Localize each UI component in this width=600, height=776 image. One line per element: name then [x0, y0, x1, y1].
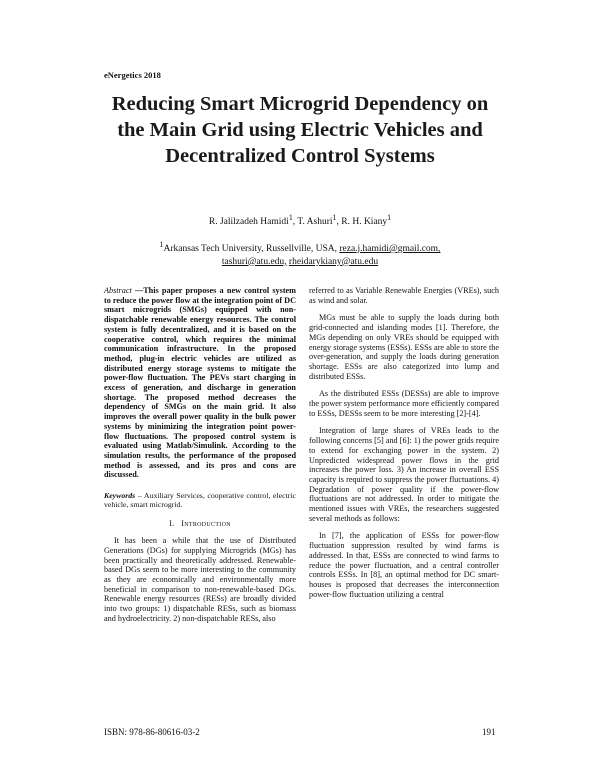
body-paragraph: As the distributed ESSs (DESSs) are able to improve the power system performance more efficiently compared to ESSs, DESSs seem to be more interesting [2]-[4].: [309, 389, 499, 418]
left-column: [104, 286, 296, 632]
author-name: R. H. Kiany: [341, 217, 388, 228]
body-paragraph: MGs must be able to supply the loads during both grid-connected and islanding modes [1]. Therefore, the MGs depending on only VREs should be equipped with energy storage systems (ESSs). ESSs are able to store the over-generation, and supply the loads during generation shortage. ESSs are also categorized into lump and distributed ESSs.: [309, 313, 499, 381]
author-affil-mark: 1: [288, 213, 293, 222]
keywords-label: Keywords: [104, 491, 136, 501]
email-link[interactable]: tashuri@atu.edu,: [221, 256, 287, 267]
section-number: I.: [169, 519, 175, 529]
abstract-text: —This paper proposes a new control system to reduce the power flow at the integration point of DC smart microgrids (SMGs) equipped with non-dispatchable renewable energy resources. The control system is fully decentralized, and it is based on the cooperative control, which requires the minimal communication infrastructure. In the proposed method, plug-in electric vehicles are utilized as distributed energy storage systems to mitigate the power-flow fluctuation. The PEVs start charging in excess of generation, and discharge in generation shortage. The proposed method decreases the dependency of SMGs on the main grid. It also improves the overall power quality in the bulk power systems by minimizing the integration point power-flow fluctuations. The proposed control system is evaluated using Matlab/Simulink. According to the simulation results, the performance of the proposed method is assessed, and its pros and cons are discussed.: [104, 286, 297, 480]
body-paragraph: Integration of large shares of VREs leads to the following concerns [5] and [6]: 1) the power grids require to extend for exchanging power in the system. 2) Unpredicted widespread power flows in the grid increases the power loss. 3) An increase in overall ESS capacity is required to suppress the power fluctuations. 4) Degradation of power quality if the power-flow fluctuations are not addressed. In order to mitigate the mentioned issues with VREs, the researchers suggested several methods as follows:: [309, 426, 499, 523]
keywords: [104, 491, 296, 509]
section-title: Introduction: [181, 519, 231, 529]
email-link[interactable]: rheidarykiany@atu.edu: [288, 256, 379, 267]
author-name: R. Jalilzadeh Hamidi: [208, 217, 289, 228]
affil-mark: 1: [159, 240, 164, 249]
body-paragraph: referred to as Variable Renewable Energies (VREs), such as wind and solar.: [309, 286, 499, 305]
abstract-label: Abstract: [104, 286, 132, 295]
affil-text: Arkansas Tech University, Russellville, USA,: [163, 244, 337, 255]
section-heading: [104, 519, 296, 529]
right-column: [309, 286, 499, 607]
author-list: R. Jalilzadeh Hamidi$^1$, T. Ashuri$^1$, R. H. Kiany$^1$: [208, 213, 392, 228]
author-name: T. Ashuri: [297, 217, 333, 228]
isbn: ISBN: 978-86-80616-03-2: [104, 727, 200, 737]
author-affil-mark: 1: [387, 213, 392, 222]
email-link[interactable]: reza.j.hamidi@gmail.com,: [339, 244, 441, 255]
body-paragraph: It has been a while that the use of Distributed Generations (DGs) for supplying Microgrids (MGs) has been practically and theoretically addressed. Renewable-based DGs seem to be more interesting to the community as they are economically and environmentally more beneficial in comparison to non-renewable-based DGs. Renewable energy resources (RESs) are broadly divided into two groups: 1) dispatchable RESs, such as biomass and hydroelectricity. 2) non-dispatchable RESs, also: [104, 536, 296, 623]
keywords-text: – Auxiliary Services, cooperative control, electric vehicle, smart microgrid.: [104, 491, 296, 510]
body-paragraph: In [7], the application of ESSs for power-flow fluctuation suppression resulted by wind farms is addressed. In that, ESSs are connected to wind farms to reduce the power fluctuation, and a central controller controls ESSs. In [8], an optimal method for DC smart-houses is proposed that decreases the interconnection power-flow fluctuation utilizing a central: [309, 531, 499, 599]
affiliation: [110, 239, 490, 268]
page-number: 191: [482, 727, 496, 737]
abstract: [104, 286, 296, 480]
paper-title: Reducing Smart Microgrid Dependency on the Main Grid using Electric Vehicles and Decentralized Control Systems: [111, 93, 489, 167]
conference-name: eNergetics 2018: [104, 70, 161, 80]
author-affil-mark: 1: [332, 213, 337, 222]
